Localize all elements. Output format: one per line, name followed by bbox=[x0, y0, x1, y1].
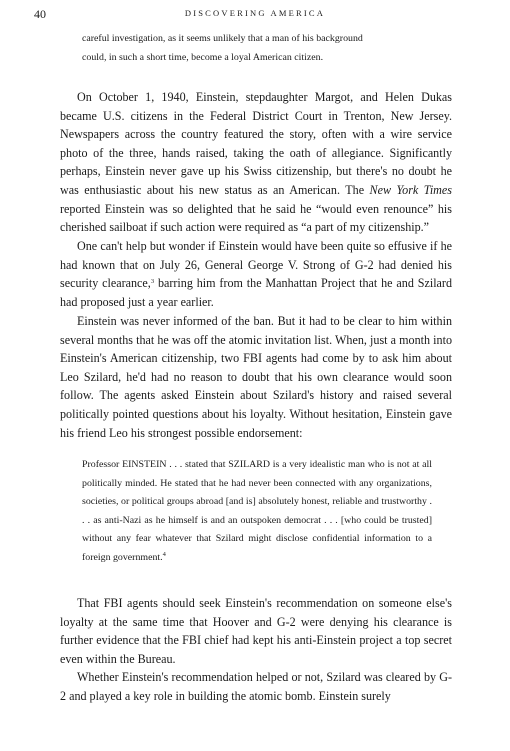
paragraph-citizenship bbox=[60, 88, 452, 237]
paragraph-text: One can't help but wonder if Einstein would have been quite so effusive if he had known that on July 26, General George V. Strong of G-2 had denied his security clearance, bbox=[60, 239, 452, 291]
running-head: DISCOVERING AMERICA bbox=[184, 8, 326, 18]
block-quote bbox=[82, 456, 432, 567]
paragraph-text: On October 1, 1940, Einstein, stepdaughter Margot, and Helen Dukas became U.S. citizens in the Federal District Court in Trenton, New Jersey. Newspapers across the country featured the story, often with a wire service photo of the three, hands raised, taking the oath of allegiance. Significantly perhaps, Einstein never gave up his Swiss citizenship, but there's no doubt he was enthusiastic about his new status as an American. The bbox=[60, 90, 452, 197]
footnote-marker: 3 bbox=[150, 278, 155, 286]
paragraph-fbi-visit: Einstein was never informed of the ban. But it had to be clear to him within several months that he was off the atomic invitation list. When, just a month into Einstein's American citizenship, two FBI agents had come by to ask him about Leo Szilard, he'd had no reason to doubt that his own clearance would soon follow. The agents asked Einstein about Szilard's history and raised several politically pointed questions about his loyalty. Without hesitation, Einstein gave his friend Leo his strongest possible endorsement: bbox=[60, 314, 452, 440]
newspaper-title: New York Times bbox=[369, 182, 452, 197]
paragraph-text: reported Einstein was so delighted that he said he “would even renounce” his cherished sailboat if such action were required as “a part of my citizenship.” bbox=[60, 201, 452, 235]
paragraph-szilard-cleared: Whether Einstein's recommendation helped or not, Szilard was cleared by G-2 and played a key role in building the atomic bomb. Einstein surely bbox=[60, 670, 452, 703]
paragraph-clearance bbox=[60, 237, 452, 311]
page-header bbox=[34, 7, 476, 21]
carryover-quote-line: could, in such a short time, become a loyal American citizen. bbox=[82, 51, 324, 63]
carryover-quote bbox=[82, 30, 432, 67]
block-quote-text: Professor EINSTEIN . . . stated that SZILARD is a very idealistic man who is not at all politically minded. He stated that he had never been connected with any organizations, societies, or political groups abroad [and is] absolutely honest, reliable and trustworthy . . . as anti-Nazi as he himself is and an outspoken democrat . . . [who could be trusted] without any fear whatever that Szilard might disclose confidential information to a foreign government. bbox=[82, 459, 432, 563]
paragraph-fbi-evidence: That FBI agents should seek Einstein's recommendation on someone else's loyalty at the same time that Hoover and G-2 were denying his clearance is further evidence that the FBI chief had kept his anti-Einstein project a top secret even within the Bureau. bbox=[60, 596, 452, 666]
footnote-marker: 4 bbox=[162, 550, 166, 558]
page-number: 40 bbox=[34, 7, 46, 21]
paragraph-text: barring him from the Manhattan Project that he and Szilard had proposed just a year earlier. bbox=[60, 276, 452, 309]
carryover-quote-line: careful investigation, as it seems unlikely that a man of his background bbox=[82, 33, 363, 44]
